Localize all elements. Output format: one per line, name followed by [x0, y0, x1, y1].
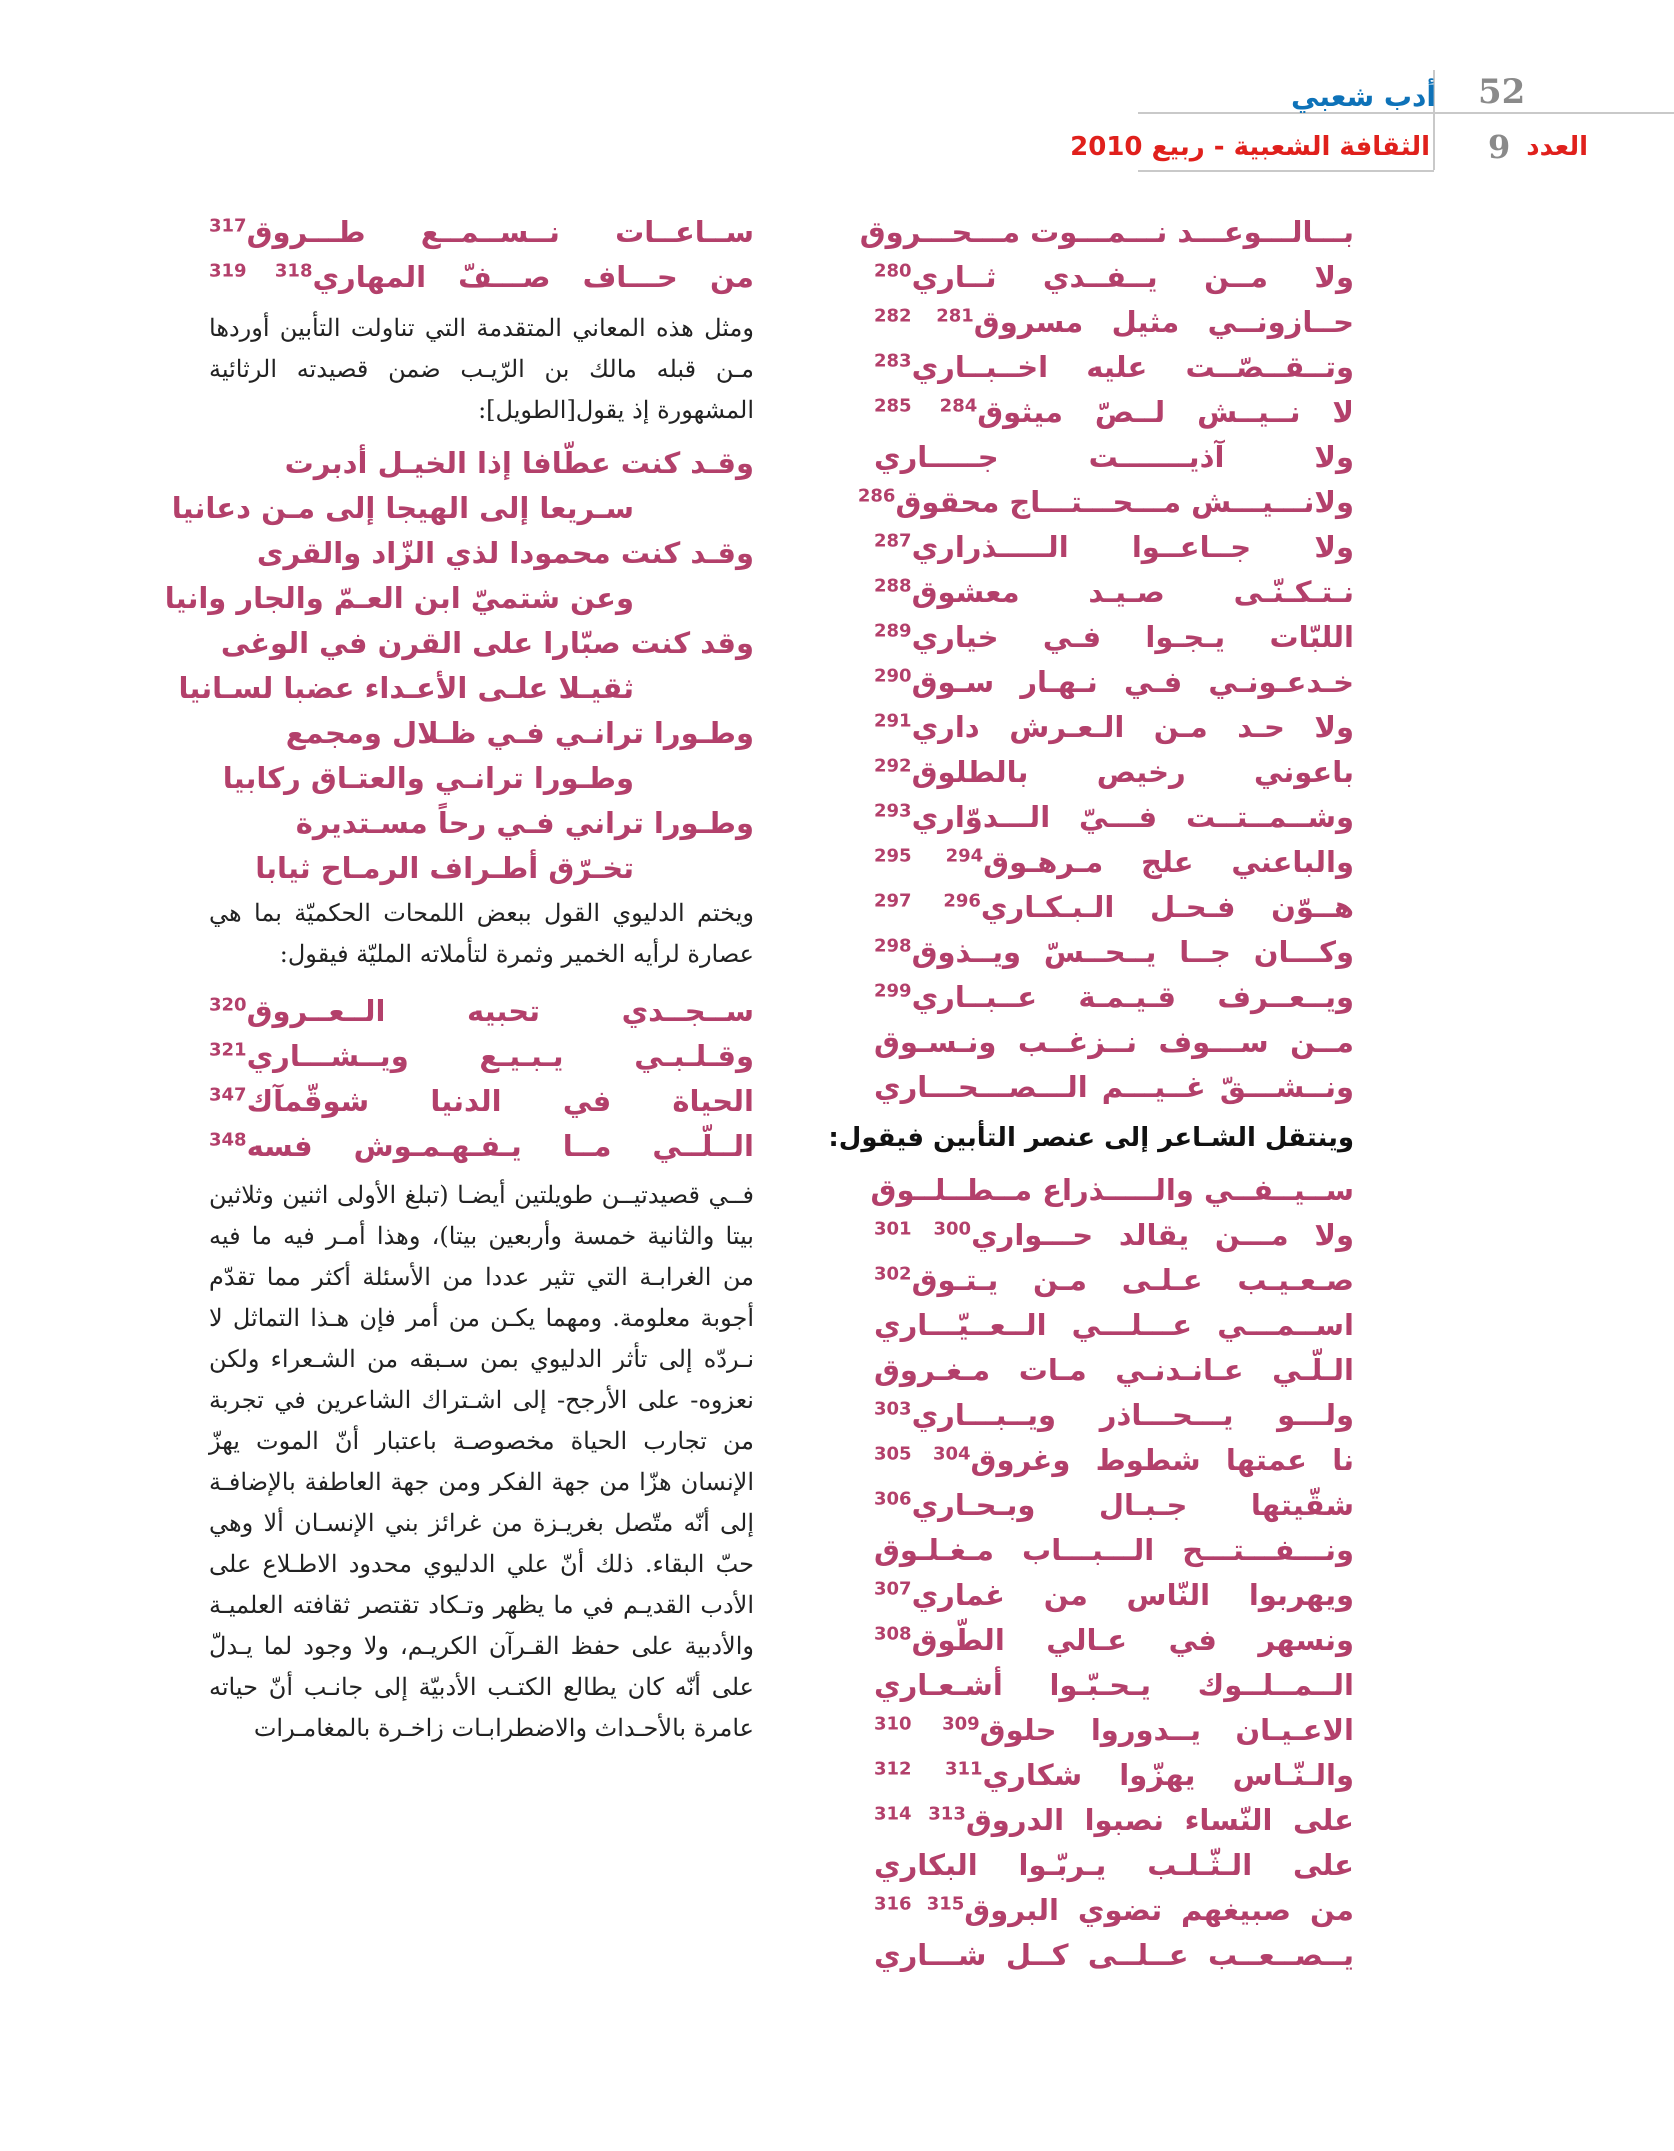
- verse-line: [874, 1843, 1354, 1888]
- verse-text: يــصــعــب عــلــى كــل شـــاري: [874, 1938, 1354, 1972]
- footnote-marker: 290: [874, 665, 912, 687]
- verse-text: ســيــفــي والـــــذراع مــطــلــوق: [870, 1173, 1354, 1207]
- footnote-marker: 283: [874, 350, 912, 372]
- verse-line: [874, 570, 1354, 615]
- verse-text: الحياة في الدنيا شوقّمآك: [246, 1084, 754, 1118]
- verse-line: [209, 711, 754, 756]
- verse-line: [874, 1663, 1354, 1708]
- issue-number: 9: [1488, 128, 1511, 166]
- verse-line: [874, 750, 1354, 795]
- verse-line: [859, 210, 1354, 255]
- section-title: أدب شعبي: [1291, 80, 1436, 113]
- verse-text: سـريعا إلى الهيجا إلى مـن دعانيا: [171, 491, 634, 525]
- verse-line: [874, 525, 1354, 570]
- verse-text: ولا آذيـــــــت جـــــاري: [874, 440, 1354, 474]
- verse-line: [171, 486, 754, 531]
- verse-line: [874, 1348, 1354, 1393]
- footnote-marker: 302: [874, 1263, 912, 1285]
- paragraph-3-text: فــي قصيدتيــن طويلتين أيضـا (تبلغ الأولى اثنين وثلاثين بيتا والثانية خمسة وأربعين بيتا)، وهذا أمـر فيه ما فيه من الغرابـة التي تثير عددا من الأسئلة أكثر مما تقدّم أجوبة معلومة. ومهما يكـن من أمر فإن هـذا التماثل لا نـردّه إلى تأثر الدليوي بمن سـبقه من الشـعراء ولكن نعزوه- على الأرجح- إلى اشـتراك الشاعرين في تجربة من تجارب الحياة مخصوصـة باعتبار أنّ الموت يهزّ الإنسان هزّا من جهة الفكر ومن جهة العاطفة بالإضافـة إلى أنّه متّصل بغريـزة من غرائز بني الإنسـان ألا وهي حبّ البقاء. ذلك أنّ علي الدليوي محدود الاطـلاع على الأدب القديـم في ما يظهر وتـكاد تقتصر ثقافته العلميـة والأدبية على حفظ القـرآن الكريـم، ولا وجود لما يـدلّ على أنّه كان يطالع الكتـب الأدبيّة إلى جانـب أنّ حياته عامرة بالأحـداث والاضطرابـات زاخـرة بالمغامـرات: [209, 1181, 754, 1742]
- footnote-marker: 318 319: [209, 260, 313, 282]
- verse-line: [209, 1079, 754, 1124]
- verse-line: [874, 1753, 1354, 1798]
- verse-line: [209, 441, 754, 486]
- verse-text: ثقيـلا علـى الأعـداء عضبا لسـانيا: [178, 671, 634, 705]
- verse-line: [874, 1528, 1354, 1573]
- verse-line: [874, 975, 1354, 1020]
- verse-line: [209, 531, 754, 576]
- verse-text: وشــمــتــت فـــيّ الـــدوّاري: [911, 800, 1354, 834]
- footnote-marker: 347: [209, 1084, 247, 1106]
- verse-line: [209, 621, 754, 666]
- verse-line: [209, 846, 754, 891]
- footnote-marker: 303: [874, 1398, 912, 1420]
- verse-line: [874, 1258, 1354, 1303]
- right-column: [828, 210, 1354, 1978]
- paragraph-3: [209, 1175, 754, 1749]
- verse-text: ولا جــاعــوا الـــــذراري: [911, 530, 1354, 564]
- verse-text: وعن شتميّ ابن العـمّ والجار وانيا: [164, 581, 634, 615]
- verse-text: على الـثّـلـب يـربّـوا البكاري: [874, 1848, 1354, 1882]
- footnote-marker: 299: [874, 980, 912, 1002]
- footnote-marker: 311 312: [874, 1758, 983, 1780]
- verse-text: ســاعــات نــســمــع طـــروق: [246, 215, 754, 249]
- verse-text: وكـــان جــا يــحــسّ ويــذوق: [911, 935, 1354, 969]
- verse-text: ســجــدي تحبيه الــعــروق: [246, 994, 754, 1028]
- verse-line: [874, 1303, 1354, 1348]
- verse-line: [164, 576, 754, 621]
- header-rule-bottom: [1138, 170, 1434, 172]
- verse-line: [874, 1393, 1354, 1438]
- verse-text: حــازونــي مثيل مسروق: [973, 305, 1354, 339]
- verse-text: خـدعـونـي فـي نـهـار سـوق: [911, 665, 1354, 699]
- verse-text: باعوني رخيص بالطلوق: [911, 755, 1354, 789]
- verse-line: [874, 795, 1354, 840]
- verse-line: [874, 390, 1354, 435]
- footnote-marker: 281 282: [874, 305, 974, 327]
- footnote-marker: 300 301: [874, 1218, 972, 1240]
- footnote-marker: 317: [209, 215, 247, 237]
- footnote-marker: 296 297: [874, 890, 981, 912]
- verse-text: وطـورا ترانـي والعتـاق ركابيا: [222, 761, 634, 795]
- footnote-marker: 306: [874, 1488, 912, 1510]
- verse-line: [874, 1573, 1354, 1618]
- verse-text: وقـلـبـي يـبـيـع ويــشـــاري: [246, 1039, 754, 1073]
- verse-line: [870, 1168, 1354, 1213]
- paragraph-1: [209, 308, 754, 431]
- verse-block-left-3: [209, 989, 754, 1169]
- verse-text: هــوّن فـحـل الـبـكـاري: [980, 890, 1354, 924]
- verse-line: [209, 1034, 754, 1079]
- verse-text: صـعـيـب عـلـى مـن يـتـوق: [911, 1263, 1354, 1297]
- footnote-marker: 280: [874, 260, 912, 282]
- verse-line: [874, 1065, 1354, 1110]
- left-column: [164, 210, 754, 1749]
- verse-text: نا عمتها شطوط وغروق: [970, 1443, 1354, 1477]
- footnote-marker: 320: [209, 994, 247, 1016]
- paragraph-1-text: ومثل هذه المعاني المتقدمة التي تناولت التأبين أوردها مـن قبله مالك بن الرّيـب ضمن قصيدته الرثائية المشهورة إذ يقول[الطويل]:: [209, 314, 754, 424]
- verse-text: ونسهر في عـالي الطّوق: [911, 1623, 1354, 1657]
- verse-line: [209, 756, 754, 801]
- footnote-marker: 313 314: [874, 1803, 966, 1825]
- verse-text: وطـورا تراني فـي رحاً مسـتديرة: [295, 806, 754, 840]
- verse-text: مــن ســـوف نــزغــب ونـسـوق: [874, 1025, 1354, 1059]
- verse-text: ولانـــيـــش مـــحـــتـــاج محقوق: [895, 485, 1354, 519]
- verse-text: اللبّات يـجـوا فـي خياري: [911, 620, 1354, 654]
- footnote-marker: 293: [874, 800, 912, 822]
- verse-line: [874, 885, 1354, 930]
- footnote-marker: 308: [874, 1623, 912, 1645]
- verse-text: بـــالـــوعـــد نـــمـــوت مـــحـــروق: [859, 215, 1354, 249]
- verse-block-1: [857, 210, 1354, 1110]
- verse-text: الاعـيـان يــدوروا حلوق: [979, 1713, 1354, 1747]
- verse-line: [874, 1020, 1354, 1065]
- footnote-marker: 292: [874, 755, 912, 777]
- verse-line: [874, 1213, 1354, 1258]
- poem-malik-ibn-rayb: [164, 441, 754, 891]
- verse-text: والـنّـاس يهزّوا شكاري: [982, 1758, 1354, 1792]
- verse-line: [874, 300, 1354, 345]
- verse-text: شقّيتها جـبـال وبـحـاري: [911, 1488, 1354, 1522]
- footnote-marker: 284 285: [874, 395, 978, 417]
- verse-text: ويــعــرف قـيـمـة عــبــاري: [911, 980, 1354, 1014]
- footnote-marker: 307: [874, 1578, 912, 1600]
- verse-text: الــمــلــوك يـحـبّـوا أشـعـاري: [874, 1668, 1354, 1702]
- footnote-marker: 315 316: [874, 1893, 965, 1915]
- verse-text: لا نــيــش لــصّ ميثوق: [977, 395, 1354, 429]
- paragraph-2: [209, 893, 754, 975]
- verse-line: [874, 840, 1354, 885]
- verse-text: نـتـكـنّـى صـيـد معشوق: [911, 575, 1354, 609]
- verse-text: ولا مــن يــفــدي ثــاري: [911, 260, 1354, 294]
- verse-line: [209, 801, 754, 846]
- footnote-marker: 304 305: [874, 1443, 971, 1465]
- verse-line: [874, 615, 1354, 660]
- footnote-marker: 309 310: [874, 1713, 980, 1735]
- verse-text: ويهربوا النّاس من غماري: [911, 1578, 1354, 1612]
- footnote-marker: 288: [874, 575, 912, 597]
- verse-line: [857, 480, 1354, 525]
- verse-text: تخـرّق أطـراف الرمـاح ثيابا: [255, 851, 634, 885]
- footnote-marker: 298: [874, 935, 912, 957]
- footnote-marker: 287: [874, 530, 912, 552]
- footnote-marker: 286: [857, 485, 896, 507]
- verse-text: ولا مـــن يقالد حـــواري: [971, 1218, 1354, 1252]
- verse-line: [209, 210, 754, 255]
- footnote-marker: 289: [874, 620, 912, 642]
- verse-text: ولـــو يـــحـــاذر ويــبـــاري: [911, 1398, 1354, 1432]
- verse-text: والباعني علج مـرهـوق: [983, 845, 1354, 879]
- verse-text: وقد كنت صبّارا على القرن في الوغى: [220, 626, 754, 660]
- page-number: 52: [1478, 72, 1526, 112]
- verse-text: من حـــاف صـــفّ المهاري: [312, 260, 754, 294]
- issue-label: العدد: [1526, 132, 1588, 162]
- verse-text: اســمـــي عـــلـــي الــعــيّـــاري: [874, 1308, 1354, 1342]
- verse-text: وقـد كنت عطّافا إذا الخيـل أدبرت: [284, 446, 754, 480]
- footnote-marker: 321: [209, 1039, 247, 1061]
- verse-line: [874, 1933, 1354, 1978]
- verse-line: [874, 1483, 1354, 1528]
- verse-text: وقـد كنت محمودا لذي الزّاد والقرى: [256, 536, 754, 570]
- footnote-marker: 294 295: [874, 845, 984, 867]
- verse-text: ونـــفـــتـــح الـــبـــاب مـغـلـوق: [874, 1533, 1354, 1567]
- verse-line: [874, 1438, 1354, 1483]
- verse-line: [209, 1124, 754, 1169]
- verse-line: [209, 989, 754, 1034]
- verse-block-2: [870, 1168, 1354, 1978]
- verse-text: الــلّــي مــا يـفـهـمـوش فسه: [246, 1129, 754, 1163]
- verse-line: [874, 660, 1354, 705]
- footnote-marker: 291: [874, 710, 912, 732]
- verse-text: الـلّـي عـانـدنـي مـات مـغـروق: [874, 1353, 1354, 1387]
- verse-line: [874, 435, 1354, 480]
- verse-line: [874, 1618, 1354, 1663]
- verse-block-left-1: [209, 210, 754, 300]
- verse-text: وطـورا ترانـي فـي ظـلال ومجمع: [285, 716, 754, 750]
- footnote-marker: 348: [209, 1129, 247, 1151]
- paragraph-2-text: ويختم الدليوي القول ببعض اللمحات الحكميّة بما هي عصارة لرأيه الخمير وثمرة لتأملاته المليّة فيقول:: [209, 899, 754, 968]
- verse-line: [209, 255, 754, 300]
- verse-line: [874, 930, 1354, 975]
- verse-line: [874, 1798, 1354, 1843]
- verse-text: على النّساء نصبوا الدروق: [965, 1803, 1354, 1837]
- verse-text: من صبيغهم تضوي البروق: [964, 1893, 1354, 1927]
- publication-title: الثقافة الشعبية - ربيع 2010: [1070, 132, 1430, 162]
- verse-line: [178, 666, 754, 711]
- verse-line: [874, 255, 1354, 300]
- verse-line: [874, 1708, 1354, 1753]
- transition-line: وينتقل الشـاعر إلى عنصر التأبين فيقول:: [828, 1123, 1354, 1153]
- verse-line: [874, 705, 1354, 750]
- verse-text: ونــشـــقّ غــيـــم الـــصـــحـــاري: [874, 1070, 1354, 1104]
- verse-text: وتــقــصّــت عليه اخــبــاري: [911, 350, 1354, 384]
- verse-text: ولا حـد مـن الـعـرش داري: [911, 710, 1354, 744]
- verse-line: [874, 1888, 1354, 1933]
- verse-line: [874, 345, 1354, 390]
